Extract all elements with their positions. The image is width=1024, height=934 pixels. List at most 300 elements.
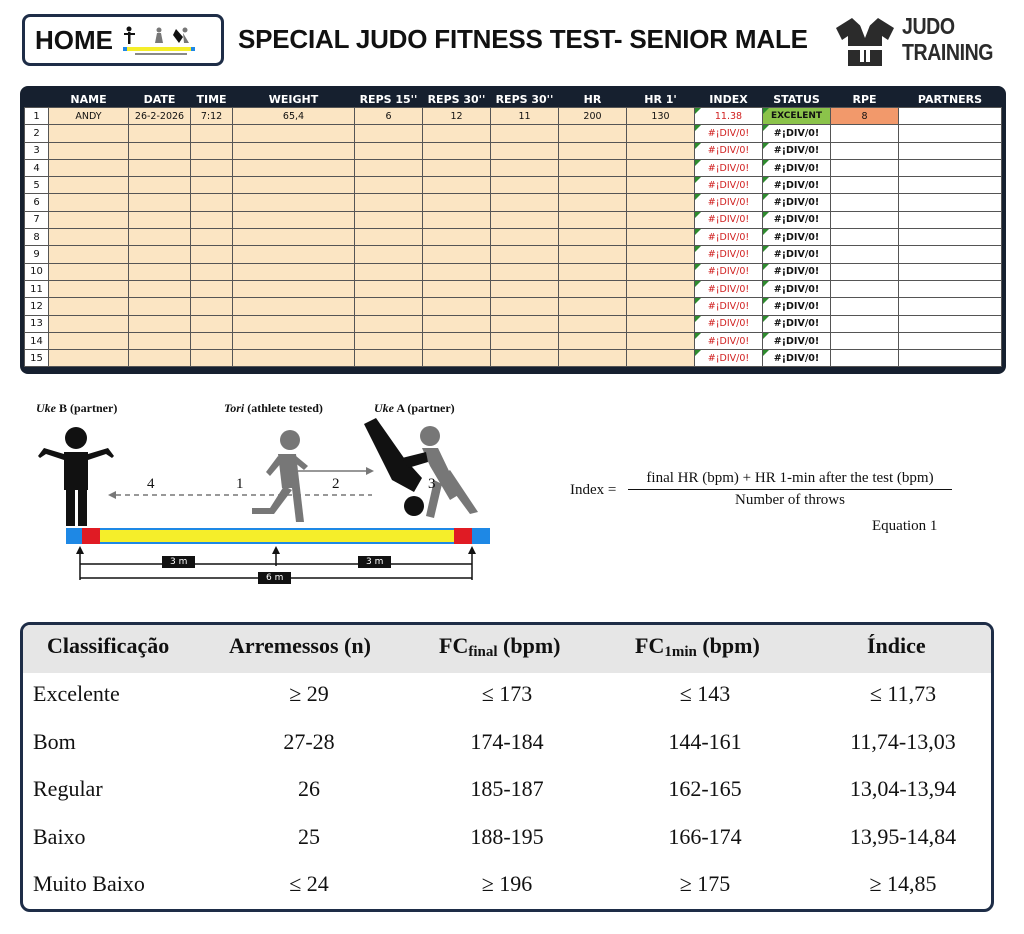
column-header: HR 1' (627, 91, 695, 108)
cell-rpe[interactable] (831, 298, 899, 315)
column-header: DATE (129, 91, 191, 108)
cell-time[interactable] (191, 280, 233, 297)
cell-reps15[interactable] (355, 246, 423, 263)
cell-index[interactable]: #¡DIV/0! (695, 142, 763, 159)
classification-fc-1min: ≤ 143 (679, 681, 731, 706)
cell-reps30b[interactable] (491, 142, 559, 159)
cell-n: 14 (25, 332, 49, 349)
home-thumbnail-icon (121, 23, 197, 57)
cell-reps30b[interactable] (491, 211, 559, 228)
cell-reps30b[interactable] (491, 298, 559, 315)
cell-reps15[interactable] (355, 177, 423, 194)
column-header: WEIGHT (233, 91, 355, 108)
cell-hr[interactable] (559, 229, 627, 246)
table-row (25, 125, 1002, 142)
cell-reps30a[interactable] (423, 159, 491, 176)
uke-b-figure-icon (38, 427, 114, 526)
cell-partners[interactable] (899, 332, 1002, 349)
table-row (25, 263, 1002, 280)
cell-hr1[interactable] (627, 229, 695, 246)
column-header: NAME (49, 91, 129, 108)
cell-hr[interactable] (559, 315, 627, 332)
cell-partners[interactable] (899, 229, 1002, 246)
cell-name[interactable]: ANDY (49, 108, 129, 125)
cell-hr[interactable] (559, 125, 627, 142)
cell-time[interactable] (191, 350, 233, 367)
cell-time[interactable] (191, 142, 233, 159)
cell-rpe[interactable] (831, 350, 899, 367)
cell-time[interactable] (191, 229, 233, 246)
cell-partners[interactable] (899, 108, 1002, 125)
classification-fc-final: ≤ 173 (481, 681, 533, 706)
cell-reps15[interactable] (355, 298, 423, 315)
cell-index[interactable]: #¡DIV/0! (695, 194, 763, 211)
cell-hr1[interactable] (627, 246, 695, 263)
cell-weight[interactable] (233, 142, 355, 159)
cell-n: 4 (25, 159, 49, 176)
table-row (25, 298, 1002, 315)
cell-partners[interactable] (899, 315, 1002, 332)
cell-index[interactable]: #¡DIV/0! (695, 332, 763, 349)
cell-reps30a[interactable] (423, 246, 491, 263)
column-header: STATUS (763, 91, 831, 108)
cell-weight[interactable] (233, 229, 355, 246)
cell-name[interactable] (49, 350, 129, 367)
cell-n: 9 (25, 246, 49, 263)
cell-time[interactable] (191, 246, 233, 263)
cell-index[interactable]: #¡DIV/0! (695, 246, 763, 263)
cell-hr[interactable] (559, 177, 627, 194)
cell-rpe[interactable] (831, 246, 899, 263)
column-header: RPE (831, 91, 899, 108)
table-row (25, 142, 1002, 159)
cell-time[interactable] (191, 332, 233, 349)
judo-gi-logo-icon (834, 16, 896, 68)
column-header: REPS 15'' (355, 91, 423, 108)
cell-date[interactable] (129, 194, 191, 211)
equation-caption: Equation 1 (872, 518, 938, 534)
cell-weight[interactable] (233, 298, 355, 315)
cell-hr[interactable] (559, 263, 627, 280)
cell-reps30b[interactable] (491, 159, 559, 176)
fc-final-prefix: FC (439, 633, 469, 658)
classification-fc-1min: ≥ 175 (679, 871, 731, 896)
cell-hr[interactable] (559, 246, 627, 263)
results-spreadsheet (20, 86, 1006, 374)
cell-reps30b[interactable] (491, 125, 559, 142)
cell-weight[interactable] (233, 159, 355, 176)
fc-1min-suffix: (bpm) (696, 633, 760, 658)
cell-index[interactable]: #¡DIV/0! (695, 211, 763, 228)
cell-status[interactable]: EXCELENT (763, 108, 831, 125)
cell-reps15[interactable] (355, 194, 423, 211)
cell-index[interactable]: #¡DIV/0! (695, 315, 763, 332)
cell-hr1[interactable] (627, 280, 695, 297)
cell-index[interactable]: 11.38 (695, 108, 763, 125)
cell-reps15[interactable] (355, 159, 423, 176)
cell-time[interactable] (191, 194, 233, 211)
cell-status[interactable]: #¡DIV/0! (763, 263, 831, 280)
cell-n: 2 (25, 125, 49, 142)
cell-index[interactable]: #¡DIV/0! (695, 350, 763, 367)
equation-lhs: Index = (570, 482, 617, 498)
classification-table (20, 622, 994, 912)
classification-fc-1min: 144-161 (668, 728, 742, 754)
cell-reps15[interactable] (355, 332, 423, 349)
cell-name[interactable] (49, 280, 129, 297)
table-row (25, 332, 1002, 349)
cell-status[interactable]: #¡DIV/0! (763, 350, 831, 367)
cell-time[interactable] (191, 263, 233, 280)
distance-right: 3 m (358, 556, 391, 568)
classification-label: Baixo (33, 823, 86, 849)
classification-throws: ≥ 29 (289, 681, 329, 706)
cell-partners[interactable] (899, 177, 1002, 194)
cell-name[interactable] (49, 315, 129, 332)
table-row (25, 211, 1002, 228)
home-button[interactable] (22, 14, 224, 66)
cell-partners[interactable] (899, 194, 1002, 211)
classification-index: ≥ 14,85 (869, 871, 937, 896)
header-row (25, 91, 1002, 108)
cell-date[interactable] (129, 177, 191, 194)
cell-rpe[interactable] (831, 177, 899, 194)
classification-fc-1min: 162-165 (668, 776, 742, 801)
cell-hr1[interactable] (627, 177, 695, 194)
cell-index[interactable]: #¡DIV/0! (695, 125, 763, 142)
cell-reps30b[interactable] (491, 177, 559, 194)
results-table (24, 91, 1002, 367)
cell-reps15[interactable] (355, 315, 423, 332)
cell-hr1[interactable]: 130 (627, 108, 695, 125)
cell-hr1[interactable] (627, 194, 695, 211)
classification-throws: 25 (298, 823, 320, 849)
cell-reps30b[interactable] (491, 246, 559, 263)
table-row (25, 280, 1002, 297)
cell-date[interactable] (129, 211, 191, 228)
cell-status[interactable]: #¡DIV/0! (763, 298, 831, 315)
table-row (25, 229, 1002, 246)
cell-weight[interactable] (233, 315, 355, 332)
cell-hr[interactable] (559, 159, 627, 176)
classification-throws: ≤ 24 (289, 871, 329, 896)
column-header: REPS 30'' (423, 91, 491, 108)
cell-n: 3 (25, 142, 49, 159)
cell-weight[interactable] (233, 125, 355, 142)
tori-italic: Tori (224, 401, 245, 415)
cell-name[interactable] (49, 159, 129, 176)
cell-name[interactable] (49, 211, 129, 228)
cell-weight[interactable] (233, 211, 355, 228)
cell-time[interactable] (191, 298, 233, 315)
cell-partners[interactable] (899, 298, 1002, 315)
cell-date[interactable] (129, 350, 191, 367)
table-row (25, 350, 1002, 367)
classification-index: ≤ 11,73 (869, 681, 937, 706)
classification-fc-final: 185-187 (470, 776, 544, 801)
cell-reps15[interactable] (355, 280, 423, 297)
cell-rpe[interactable] (831, 263, 899, 280)
step-4: 4 (147, 476, 155, 492)
header-classification: Classificação (47, 633, 170, 658)
cell-index[interactable]: #¡DIV/0! (695, 298, 763, 315)
cell-reps30b[interactable] (491, 280, 559, 297)
column-header: INDEX (695, 91, 763, 108)
classification-fc-final: 174-184 (470, 728, 544, 754)
cell-status[interactable]: #¡DIV/0! (763, 125, 831, 142)
cell-reps30a[interactable] (423, 194, 491, 211)
cell-name[interactable] (49, 332, 129, 349)
cell-weight[interactable] (233, 177, 355, 194)
cell-time[interactable] (191, 125, 233, 142)
cell-weight[interactable] (233, 246, 355, 263)
cell-weight[interactable] (233, 280, 355, 297)
cell-name[interactable] (49, 263, 129, 280)
classification-label: Regular (33, 776, 103, 801)
cell-name[interactable] (49, 125, 129, 142)
tori-runner-icon (252, 430, 308, 522)
cell-n: 5 (25, 177, 49, 194)
cell-reps30b[interactable] (491, 315, 559, 332)
classification-throws: 26 (298, 776, 320, 801)
cell-reps15[interactable] (355, 125, 423, 142)
cell-index[interactable]: #¡DIV/0! (695, 263, 763, 280)
cell-reps30a[interactable] (423, 280, 491, 297)
cell-index[interactable]: #¡DIV/0! (695, 229, 763, 246)
cell-reps30a[interactable] (423, 125, 491, 142)
diagram-graphic (30, 396, 530, 596)
cell-weight[interactable] (233, 350, 355, 367)
cell-date[interactable] (129, 246, 191, 263)
classification-label: Muito Baixo (33, 871, 145, 896)
cell-partners[interactable] (899, 263, 1002, 280)
cell-reps30b[interactable] (491, 332, 559, 349)
cell-date[interactable] (129, 263, 191, 280)
step-2: 2 (332, 476, 340, 492)
step-1: 1 (236, 476, 244, 492)
table-row (25, 159, 1002, 176)
cell-partners[interactable] (899, 142, 1002, 159)
cell-hr1[interactable] (627, 315, 695, 332)
cell-hr[interactable]: 200 (559, 108, 627, 125)
page-title: SPECIAL JUDO FITNESS TEST- SENIOR MALE (238, 24, 808, 54)
cell-date[interactable] (129, 229, 191, 246)
classification-fc-final: 188-195 (470, 823, 544, 849)
cell-status[interactable]: #¡DIV/0! (763, 246, 831, 263)
cell-n: 7 (25, 211, 49, 228)
cell-hr1[interactable] (627, 125, 695, 142)
logo-text-judo: JUDO (902, 13, 955, 39)
cell-index[interactable]: #¡DIV/0! (695, 280, 763, 297)
cell-reps15[interactable] (355, 229, 423, 246)
cell-date[interactable] (129, 159, 191, 176)
table-row (25, 108, 1002, 125)
cell-index[interactable]: #¡DIV/0! (695, 159, 763, 176)
cell-hr1[interactable] (627, 298, 695, 315)
header-index: Índice (867, 633, 926, 658)
cell-reps30b[interactable]: 11 (491, 108, 559, 125)
cell-time[interactable]: 7:12 (191, 108, 233, 125)
classification-header (23, 625, 991, 673)
cell-time[interactable] (191, 211, 233, 228)
cell-hr1[interactable] (627, 350, 695, 367)
classification-label: Excelente (33, 681, 120, 706)
cell-status[interactable]: #¡DIV/0! (763, 177, 831, 194)
cell-status[interactable]: #¡DIV/0! (763, 280, 831, 297)
cell-reps30a[interactable] (423, 298, 491, 315)
cell-hr1[interactable] (627, 142, 695, 159)
cell-rpe[interactable] (831, 280, 899, 297)
cell-hr[interactable] (559, 332, 627, 349)
cell-date[interactable] (129, 280, 191, 297)
header-fc-1min (635, 633, 760, 661)
cell-hr1[interactable] (627, 263, 695, 280)
cell-time[interactable] (191, 159, 233, 176)
cell-partners[interactable] (899, 159, 1002, 176)
cell-reps30a[interactable] (423, 211, 491, 228)
cell-partners[interactable] (899, 280, 1002, 297)
cell-hr1[interactable] (627, 332, 695, 349)
cell-rpe[interactable] (831, 125, 899, 142)
cell-hr1[interactable] (627, 211, 695, 228)
cell-hr1[interactable] (627, 159, 695, 176)
cell-rpe[interactable] (831, 332, 899, 349)
header-fc-final (439, 633, 560, 661)
cell-time[interactable] (191, 177, 233, 194)
cell-reps30a[interactable] (423, 332, 491, 349)
cell-reps30b[interactable] (491, 229, 559, 246)
cell-name[interactable] (49, 229, 129, 246)
cell-n: 13 (25, 315, 49, 332)
cell-date[interactable] (129, 315, 191, 332)
cell-hr[interactable] (559, 142, 627, 159)
cell-reps30a[interactable] (423, 229, 491, 246)
cell-status[interactable]: #¡DIV/0! (763, 194, 831, 211)
classification-index: 13,04-13,94 (849, 776, 957, 801)
table-row (25, 246, 1002, 263)
cell-partners[interactable] (899, 211, 1002, 228)
column-header: PARTNERS (899, 91, 1002, 108)
cell-reps15[interactable] (355, 142, 423, 159)
cell-rpe[interactable] (831, 194, 899, 211)
fc-final-suffix: (bpm) (497, 633, 561, 658)
cell-reps30a[interactable] (423, 142, 491, 159)
judo-training-logo (834, 12, 1004, 70)
column-header: REPS 30'' (491, 91, 559, 108)
cell-rpe[interactable] (831, 315, 899, 332)
classification-fc-1min: 166-174 (668, 823, 742, 849)
cell-hr[interactable] (559, 298, 627, 315)
table-row (25, 194, 1002, 211)
fc-final-sub: final (468, 644, 498, 660)
cell-reps15[interactable]: 6 (355, 108, 423, 125)
cell-date[interactable] (129, 298, 191, 315)
cell-rpe[interactable] (831, 142, 899, 159)
cell-weight[interactable] (233, 194, 355, 211)
cell-status[interactable]: #¡DIV/0! (763, 332, 831, 349)
fc-1min-prefix: FC (635, 633, 665, 658)
column-header: HR (559, 91, 627, 108)
equation-numerator: final HR (bpm) + HR 1-min after the test (bpm) (628, 470, 952, 490)
cell-reps30b[interactable] (491, 350, 559, 367)
cell-partners[interactable] (899, 246, 1002, 263)
cell-rpe[interactable] (831, 229, 899, 246)
cell-name[interactable] (49, 246, 129, 263)
home-label: HOME (35, 24, 113, 55)
cell-date[interactable] (129, 142, 191, 159)
cell-partners[interactable] (899, 125, 1002, 142)
cell-reps15[interactable] (355, 263, 423, 280)
cell-reps30a[interactable] (423, 263, 491, 280)
cell-hr[interactable] (559, 194, 627, 211)
cell-status[interactable]: #¡DIV/0! (763, 315, 831, 332)
cell-time[interactable] (191, 315, 233, 332)
classification-label: Bom (33, 728, 76, 754)
cell-reps30b[interactable] (491, 263, 559, 280)
cell-reps15[interactable] (355, 211, 423, 228)
cell-status[interactable]: #¡DIV/0! (763, 229, 831, 246)
cell-reps30a[interactable] (423, 315, 491, 332)
uke-a-throw-icon (364, 418, 478, 518)
cell-n: 8 (25, 229, 49, 246)
uke-a-italic: Uke (374, 401, 394, 415)
classification-index: 11,74-13,03 (850, 728, 956, 754)
cell-reps30a[interactable] (423, 177, 491, 194)
cell-name[interactable] (49, 298, 129, 315)
cell-rpe[interactable] (831, 159, 899, 176)
cell-hr[interactable] (559, 211, 627, 228)
equation-denominator: Number of throws (735, 492, 845, 508)
fc-1min-sub: 1min (664, 644, 697, 660)
table-row (25, 177, 1002, 194)
cell-reps30b[interactable] (491, 194, 559, 211)
cell-date[interactable] (129, 125, 191, 142)
cell-date[interactable] (129, 332, 191, 349)
cell-status[interactable]: #¡DIV/0! (763, 211, 831, 228)
cell-name[interactable] (49, 142, 129, 159)
cell-weight[interactable] (233, 332, 355, 349)
cell-partners[interactable] (899, 350, 1002, 367)
cell-rpe[interactable]: 8 (831, 108, 899, 125)
cell-reps30a[interactable] (423, 350, 491, 367)
cell-n: 12 (25, 298, 49, 315)
cell-name[interactable] (49, 194, 129, 211)
cell-rpe[interactable] (831, 211, 899, 228)
cell-n: 6 (25, 194, 49, 211)
cell-hr[interactable] (559, 350, 627, 367)
classification-throws: 27-28 (283, 728, 335, 754)
classification-fc-final: ≥ 196 (481, 871, 533, 896)
logo-text-training: TRAINING (902, 39, 994, 65)
cell-date[interactable]: 26-2-2026 (129, 108, 191, 125)
column-header: TIME (191, 91, 233, 108)
equation-fraction (628, 470, 952, 509)
cell-hr[interactable] (559, 280, 627, 297)
cell-name[interactable] (49, 177, 129, 194)
cell-index[interactable]: #¡DIV/0! (695, 177, 763, 194)
cell-weight[interactable] (233, 263, 355, 280)
uke-b-rest: B (partner) (56, 401, 118, 415)
header-throws: Arremessos (n) (229, 633, 371, 658)
cell-status[interactable]: #¡DIV/0! (763, 142, 831, 159)
cell-status[interactable]: #¡DIV/0! (763, 159, 831, 176)
cell-reps15[interactable] (355, 350, 423, 367)
cell-reps30a[interactable]: 12 (423, 108, 491, 125)
uke-b-italic: Uke (36, 401, 56, 415)
cell-weight[interactable]: 65,4 (233, 108, 355, 125)
cell-n: 11 (25, 280, 49, 297)
classification-index: 13,95-14,84 (849, 823, 957, 849)
